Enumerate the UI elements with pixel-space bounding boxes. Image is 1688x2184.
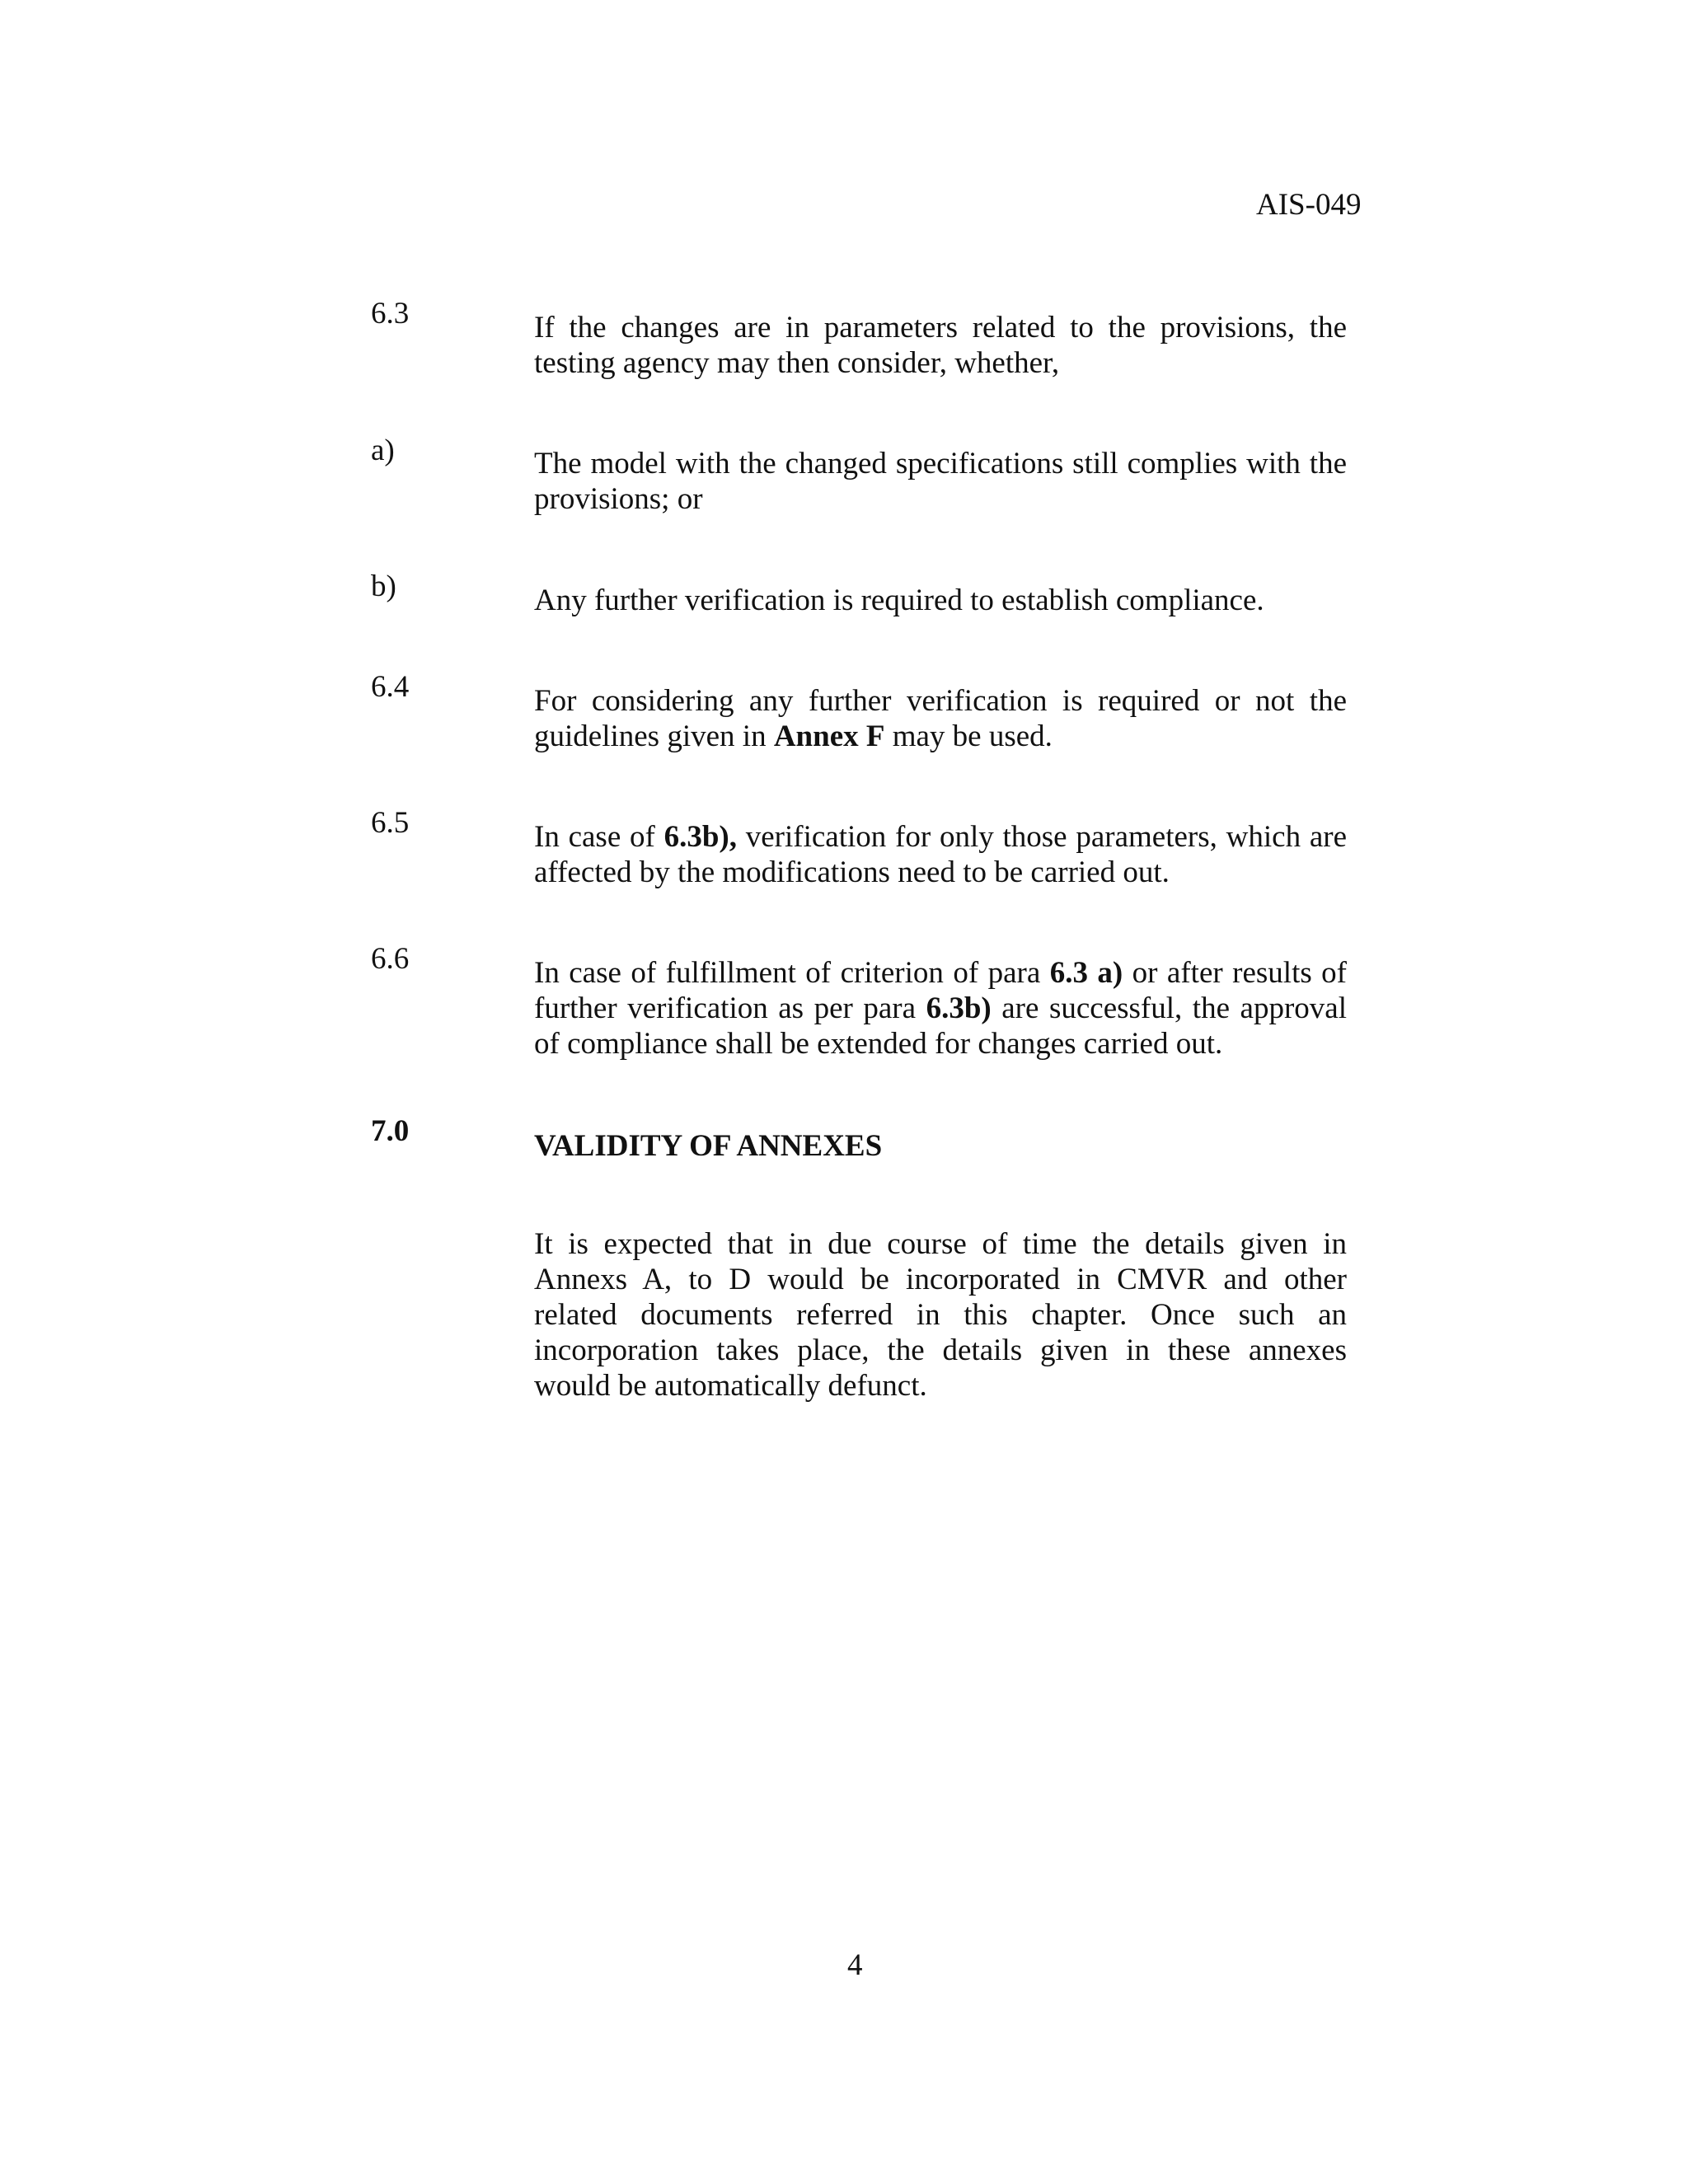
clause-number-a: a) — [371, 434, 395, 467]
section-number: 7.0 — [371, 1114, 410, 1148]
annex-reference: Annex F — [773, 719, 885, 753]
clause-text-6-6-part: are successful, the approval of compliance shall be extended for changes carried out. — [534, 991, 1347, 1061]
clause-text-6-4 — [534, 683, 1347, 754]
clause-number-6-6: 6.6 — [371, 942, 410, 976]
clause-text-6-6 — [534, 955, 1347, 1062]
clause-text-6-4-part: may be used. — [884, 719, 1053, 753]
clause-text-6-4-part: For considering any further verification is required or not the guidelines given in — [534, 684, 1347, 753]
clause-reference: 6.3 a) — [1049, 956, 1123, 990]
document-code: AIS-049 — [1256, 188, 1362, 222]
clause-text-6-5 — [534, 819, 1347, 890]
clause-reference: 6.3b) — [926, 991, 992, 1025]
section-heading: VALIDITY OF ANNEXES — [534, 1129, 883, 1163]
clause-text-a — [534, 446, 1347, 517]
clause-text-b — [534, 583, 1347, 618]
clause-reference: 6.3b), — [663, 820, 737, 854]
clause-number-6-3: 6.3 — [371, 297, 410, 330]
clause-text-6-6-part: or after results of further verification as per para — [534, 956, 1348, 1025]
clause-text-6-5-part: verification for only those parameters, which are affected by the modifications need to be carried out. — [534, 820, 1347, 889]
clause-text-6-3 — [534, 310, 1347, 381]
clause-text-6-6-part: In case of fulfillment of criterion of para — [534, 956, 1050, 990]
clause-text-b-part: Any further verification is required to establish compliance. — [534, 583, 1264, 617]
clause-number-b: b) — [371, 569, 396, 603]
section-body: It is expected that in due course of time the details given in Annexs A, to D would be incorporated in CMVR and other related documents referred in this chapter. Once such an incorporation takes place, the details given in these annexes would be automatically defunct. — [534, 1227, 1347, 1403]
clause-number-6-4: 6.4 — [371, 670, 410, 704]
clause-text-6-5-part: In case of — [534, 820, 664, 854]
clause-text-a-part: The model with the changed specifications still complies with the provisions; or — [534, 447, 1347, 516]
page-number: 4 — [847, 1948, 863, 1982]
clause-text-6-3-part: If the changes are in parameters related to the provisions, the testing agency may then consider, whether, — [534, 311, 1347, 380]
clause-number-6-5: 6.5 — [371, 806, 410, 840]
